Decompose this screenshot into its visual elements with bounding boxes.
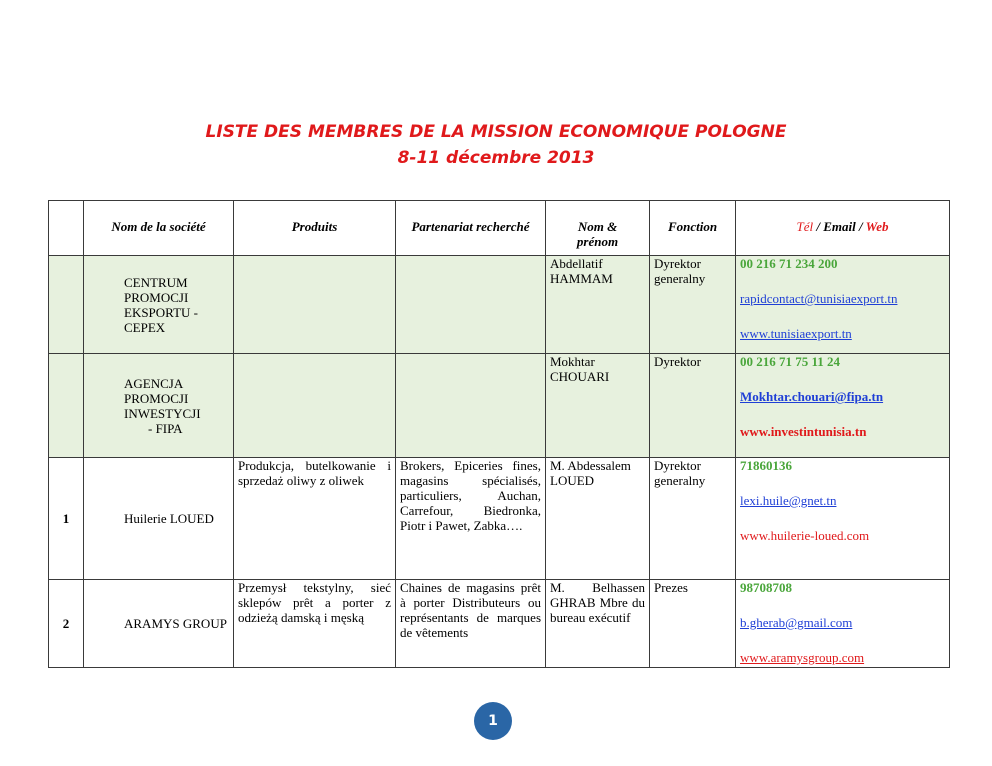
web-link[interactable]: www.tunisiaexport.tn (740, 326, 852, 341)
row-number (49, 256, 84, 354)
company-line: PROMOCJI (124, 390, 189, 406)
header-contact (736, 201, 950, 256)
web-link[interactable]: www.huilerie-loued.com (740, 528, 870, 543)
header-sep: / (813, 219, 824, 234)
company-line: - FIPA (148, 420, 183, 436)
phone-number: 00 216 71 75 11 24 (740, 354, 841, 369)
products-cell: Produkcja, butelkowanie i sprzedaż oliwy z oliwek (234, 458, 396, 580)
web-link[interactable]: www.aramysgroup.com (740, 650, 865, 665)
company-line: AGENCJA (124, 375, 184, 391)
row-number (49, 354, 84, 458)
person-name: M. Belhassen GHRAB Mbre du bureau exécutif (546, 580, 650, 668)
person-function: Dyrektor generalny (650, 256, 736, 354)
header-sep: / (855, 219, 866, 234)
page-number-badge: 1 (474, 702, 512, 740)
header-products: Produits (234, 201, 396, 256)
email-link[interactable]: b.gherab@gmail.com (740, 615, 853, 630)
phone-number: 71860136 (740, 458, 792, 473)
members-table (48, 200, 950, 668)
table-row (49, 256, 950, 354)
table-row (49, 580, 950, 668)
company-name: ARAMYS GROUP (84, 580, 234, 668)
contact-cell (736, 256, 950, 354)
web-link[interactable]: www.investintunisia.tn (740, 424, 867, 439)
phone-number: 00 216 71 234 200 (740, 256, 838, 271)
products-cell (234, 256, 396, 354)
header-name: Nom & prénom (546, 201, 650, 256)
partnership-cell: Brokers, Epiceries fines, magasins spécialisés, particuliers, Auchan, Carrefour, Biedronka, Piotr i Pawet, Zabka…. (396, 458, 546, 580)
header-web: Web (865, 219, 889, 234)
row-number: 2 (49, 580, 84, 668)
email-link[interactable]: rapidcontact@tunisiaexport.tn (740, 291, 898, 306)
header-partnership: Partenariat recherché (396, 201, 546, 256)
header-company: Nom de la société (84, 201, 234, 256)
person-name: M. Abdessalem LOUED (546, 458, 650, 580)
email-link[interactable]: Mokhtar.chouari@fipa.tn (740, 389, 884, 404)
partnership-cell: Chaines de magasins prêt à porter Distributeurs ou représentants de marques de vêtements (396, 580, 546, 668)
document-date: 8-11 décembre 2013 (397, 148, 595, 168)
header-email: Email (823, 219, 856, 234)
table-row (49, 458, 950, 580)
products-cell (234, 354, 396, 458)
row-number: 1 (49, 458, 84, 580)
partnership-cell (396, 354, 546, 458)
company-name: Huilerie LOUED (84, 458, 234, 580)
company-line: INWESTYCJI (124, 405, 201, 421)
person-function: Dyrektor generalny (650, 458, 736, 580)
person-name: Mokhtar CHOUARI (546, 354, 650, 458)
person-function: Dyrektor (650, 354, 736, 458)
contact-cell (736, 458, 950, 580)
table-header-row (49, 201, 950, 256)
company-name: CENTRUM PROMOCJI EKSPORTU -CEPEX (84, 256, 234, 354)
partnership-cell (396, 256, 546, 354)
header-tel: Tél (796, 219, 814, 234)
header-num (49, 201, 84, 256)
email-link[interactable]: lexi.huile@gnet.tn (740, 493, 837, 508)
document-title: LISTE DES MEMBRES DE LA MISSION ECONOMIQUE POLOGNE (205, 122, 787, 142)
person-function: Prezes (650, 580, 736, 668)
company-name (84, 354, 234, 458)
phone-number: 98708708 (740, 580, 792, 595)
contact-cell (736, 354, 950, 458)
products-cell: Przemysł tekstylny, sieć sklepów prêt a porter z odzieżą damską i męską (234, 580, 396, 668)
contact-cell (736, 580, 950, 668)
header-function: Fonction (650, 201, 736, 256)
person-name: Abdellatif HAMMAM (546, 256, 650, 354)
table-row (49, 354, 950, 458)
